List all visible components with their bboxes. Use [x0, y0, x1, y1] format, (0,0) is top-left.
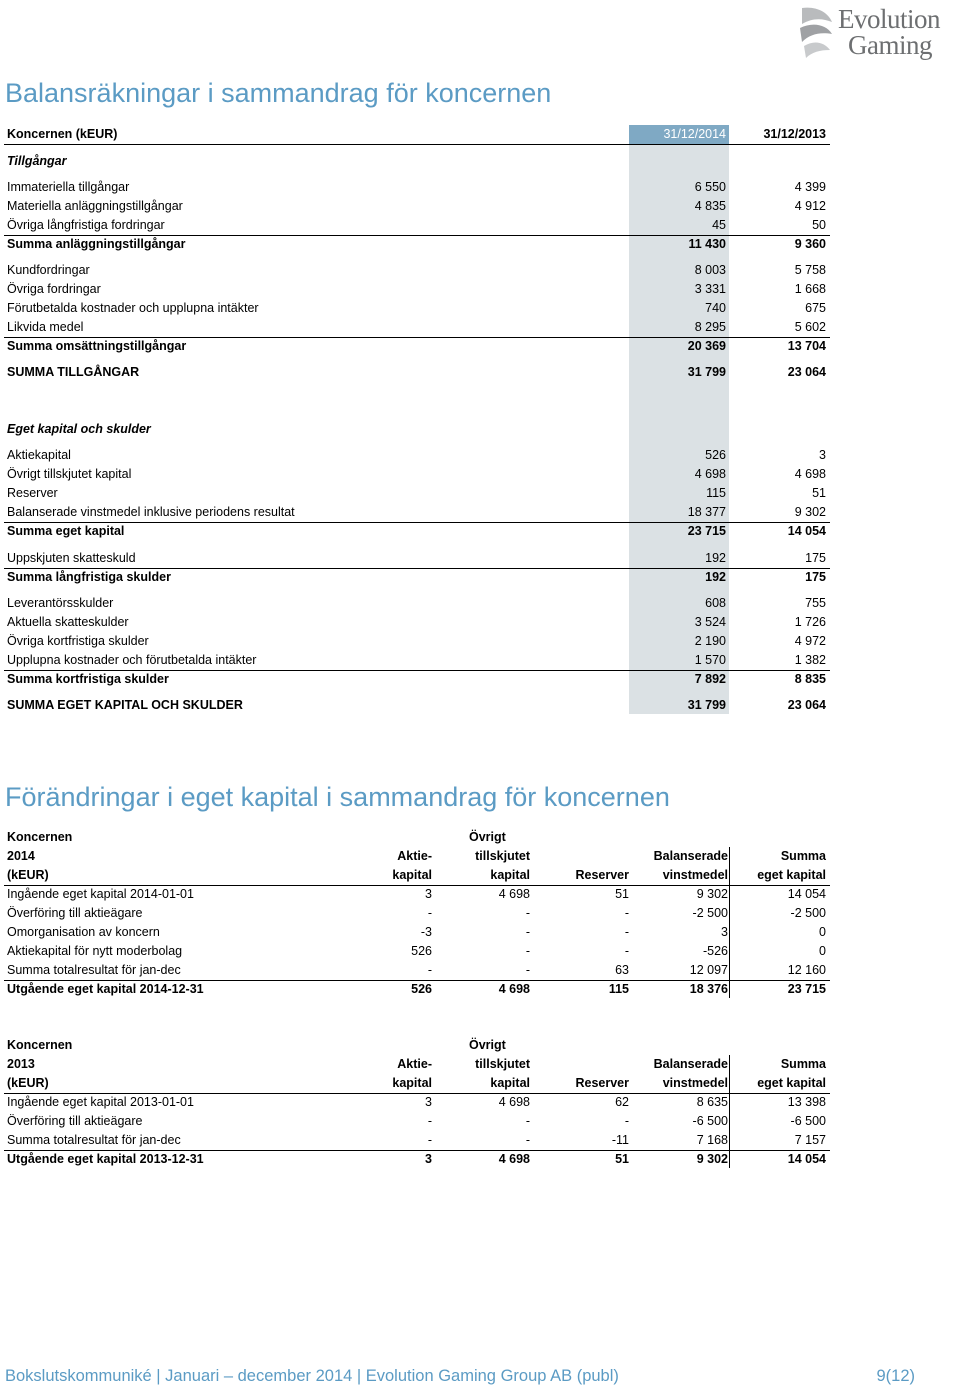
cell-c2: 4 698: [498, 982, 530, 996]
cell-c1: 526: [411, 982, 432, 996]
cell-c3: -11: [611, 1133, 629, 1147]
row-label: Upplupna kostnader och förutbetalda intäkter: [7, 653, 257, 667]
table-row: [4, 904, 830, 923]
value-2014: 4 835: [694, 199, 726, 213]
cell-c0: Överföring till aktieägare: [7, 1114, 143, 1128]
value-2013: 175: [805, 570, 826, 584]
cell-c2: -: [525, 1133, 530, 1147]
cell-c2: -: [525, 963, 530, 977]
header-row: [4, 847, 830, 866]
row-label: Övriga fordringar: [7, 282, 101, 296]
cell-c5: 0: [819, 944, 826, 958]
total-row: [4, 980, 830, 1000]
cell-c2: 4 698: [498, 1095, 530, 1109]
cell-c1: -: [427, 963, 432, 977]
cell-c1: kapital: [392, 868, 432, 882]
value-2013: 3: [819, 448, 826, 462]
balance-row: [4, 696, 830, 714]
value-2014: 20 369: [687, 339, 726, 353]
table-row: [4, 961, 830, 980]
row-label: Aktiekapital: [7, 448, 71, 462]
value-2014: 8 295: [694, 320, 726, 334]
header-col-2014: 31/12/2014: [663, 127, 726, 141]
cell-c2: kapital: [490, 1076, 530, 1090]
value-2013: 4 972: [794, 634, 826, 648]
row-label: Kundfordringar: [7, 263, 90, 277]
value-2014: 2 190: [694, 634, 726, 648]
value-2014: 18 377: [687, 505, 726, 519]
balance-row: [4, 484, 830, 502]
column-separator: [729, 847, 730, 998]
value-2013: 675: [805, 301, 826, 315]
cell-c3: 51: [615, 1152, 629, 1166]
cell-c0: 2014: [7, 849, 35, 863]
value-2014: 3 524: [694, 615, 726, 629]
balance-row: [4, 670, 830, 689]
table-row: [4, 923, 830, 942]
cell-c4: -2 500: [692, 906, 728, 920]
cell-c2: tillskjutet: [475, 1057, 530, 1071]
balance-row: [4, 280, 830, 298]
cell-c2: Övrigt: [469, 1038, 506, 1052]
table-row: [4, 1093, 830, 1112]
cell-c1: Aktie-: [397, 1057, 432, 1071]
value-2014: 45: [712, 218, 726, 232]
cell-c1: 3: [425, 1095, 432, 1109]
cell-c3: -: [624, 1114, 629, 1128]
row-label: Leverantörsskulder: [7, 596, 114, 610]
cell-c4: 3: [721, 925, 728, 939]
cell-c3: -: [624, 925, 629, 939]
cell-c2: kapital: [490, 868, 530, 882]
cell-c3: 115: [608, 982, 629, 996]
cell-c4: -6 500: [692, 1114, 728, 1128]
value-2013: 4 698: [794, 467, 826, 481]
cell-c0: Aktiekapital för nytt moderbolag: [7, 944, 183, 958]
cell-c4: -526: [702, 944, 728, 958]
value-2013: 1 382: [794, 653, 826, 667]
value-2013: 9 302: [794, 505, 826, 519]
cell-c4: Balanserade: [653, 1057, 728, 1071]
balance-row: [4, 613, 830, 631]
row-label: Tillgångar: [7, 154, 67, 168]
cell-c0: (kEUR): [7, 1076, 49, 1090]
value-2013: 9 360: [794, 237, 826, 251]
balance-row: [4, 363, 830, 381]
cell-c5: 7 157: [794, 1133, 826, 1147]
cell-c5: 14 054: [787, 887, 826, 901]
cell-c4: 8 635: [696, 1095, 728, 1109]
cell-c5: Summa: [780, 1057, 826, 1071]
value-2013: 14 054: [787, 524, 826, 538]
page-number: 9(12): [876, 1367, 915, 1385]
cell-c1: -: [427, 906, 432, 920]
row-label: Aktuella skatteskulder: [7, 615, 129, 629]
value-2013: 51: [812, 486, 826, 500]
value-2013: 1 668: [794, 282, 826, 296]
value-2014: 1 570: [694, 653, 726, 667]
cell-c4: vinstmedel: [662, 1076, 728, 1090]
value-2014: 115: [706, 486, 726, 500]
header-row: [4, 866, 830, 886]
cell-c0: Omorganisation av koncern: [7, 925, 160, 939]
balance-row: [4, 465, 830, 483]
header-row: [4, 828, 830, 847]
row-label: Summa omsättningstillgångar: [7, 339, 187, 353]
cell-c2: -: [525, 1114, 530, 1128]
cell-c4: vinstmedel: [662, 868, 728, 882]
row-label: Eget kapital och skulder: [7, 422, 151, 436]
cell-c3: 51: [615, 887, 629, 901]
cell-c5: 13 398: [787, 1095, 826, 1109]
cell-c3: -: [624, 944, 629, 958]
cell-c2: -: [525, 944, 530, 958]
balance-row: [4, 235, 830, 254]
cell-c5: 14 054: [787, 1152, 826, 1166]
cell-c1: -: [427, 1133, 432, 1147]
row-label: Summa långfristiga skulder: [7, 570, 171, 584]
value-2014: 31 799: [687, 698, 726, 712]
balance-row: [4, 503, 830, 521]
cell-c1: 3: [425, 887, 432, 901]
balance-row: [4, 318, 830, 336]
cell-c4: 9 302: [696, 887, 728, 901]
value-2014: 192: [705, 551, 726, 565]
balance-row: [4, 594, 830, 612]
balance-row: [4, 216, 830, 234]
value-2014: 23 715: [687, 524, 726, 538]
header-row: [4, 1074, 830, 1094]
table-row: [4, 1112, 830, 1131]
balance-sheet-title: Balansräkningar i sammandrag för koncernen: [5, 78, 552, 108]
value-2013: 50: [812, 218, 826, 232]
balance-row: [4, 568, 830, 587]
logo-mark-icon: [798, 6, 836, 58]
value-2013: 4 912: [794, 199, 826, 213]
cell-c0: Ingående eget kapital 2013-01-01: [7, 1095, 194, 1109]
row-label: Likvida medel: [7, 320, 84, 334]
row-label: Summa eget kapital: [7, 524, 125, 538]
cell-c3: -: [624, 906, 629, 920]
value-2013: 755: [805, 596, 826, 610]
table-row: [4, 885, 830, 904]
value-2013: 4 399: [794, 180, 826, 194]
balance-row: [4, 178, 830, 196]
value-2014: 3 331: [694, 282, 726, 296]
cell-c2: -: [525, 906, 530, 920]
cell-c4: 18 376: [689, 982, 728, 996]
cell-c1: -: [427, 1114, 432, 1128]
cell-c4: Balanserade: [653, 849, 728, 863]
cell-c0: Ingående eget kapital 2014-01-01: [7, 887, 194, 901]
value-2013: 1 726: [794, 615, 826, 629]
row-label: Balanserade vinstmedel inklusive periodens resultat: [7, 505, 295, 519]
value-2013: 13 704: [787, 339, 826, 353]
cell-c5: -2 500: [790, 906, 826, 920]
row-label: Uppskjuten skatteskuld: [7, 551, 136, 565]
cell-c2: Övrigt: [469, 830, 506, 844]
company-logo: [798, 4, 960, 60]
cell-c2: -: [525, 925, 530, 939]
cell-c1: Aktie-: [397, 849, 432, 863]
cell-c2: 4 698: [498, 887, 530, 901]
logo-text-line1: Evolution: [838, 4, 940, 34]
cell-c0: Summa totalresultat för jan-dec: [7, 1133, 181, 1147]
balance-row: [4, 446, 830, 464]
value-2013: 8 835: [794, 672, 826, 686]
balance-row: [4, 420, 830, 438]
cell-c1: 526: [411, 944, 432, 958]
value-2013: 5 602: [794, 320, 826, 334]
column-separator: [729, 1055, 730, 1168]
value-2014: 7 892: [694, 672, 726, 686]
row-label: Summa kortfristiga skulder: [7, 672, 169, 686]
cell-c3: Reserver: [575, 868, 629, 882]
cell-c3: 62: [615, 1095, 629, 1109]
cell-c4: 9 302: [696, 1152, 728, 1166]
value-2014: 192: [705, 570, 726, 584]
value-2013: 23 064: [787, 698, 826, 712]
balance-row: [4, 197, 830, 215]
table-row: [4, 1131, 830, 1150]
logo-text-line2: Gaming: [848, 30, 932, 60]
value-2013: 23 064: [787, 365, 826, 379]
value-2014: 608: [705, 596, 726, 610]
row-label: SUMMA TILLGÅNGAR: [7, 365, 140, 379]
cell-c0: (kEUR): [7, 868, 49, 882]
balance-row: [4, 152, 830, 170]
cell-c2: tillskjutet: [475, 849, 530, 863]
balance-row: [4, 261, 830, 279]
equity-changes-title: Förändringar i eget kapital i sammandrag för koncernen: [5, 782, 670, 812]
cell-c0: Överföring till aktieägare: [7, 906, 143, 920]
value-2014: 31 799: [687, 365, 726, 379]
row-label: Övriga långfristiga fordringar: [7, 218, 165, 232]
value-2014: 11 430: [688, 237, 726, 251]
header-row: [4, 1036, 830, 1055]
value-2014: 8 003: [694, 263, 726, 277]
value-2013: 175: [805, 551, 826, 565]
balance-row: [4, 549, 830, 567]
header-label: Koncernen (kEUR): [7, 127, 118, 141]
balance-row: [4, 299, 830, 317]
value-2014: 526: [705, 448, 726, 462]
header-col-2013: 31/12/2013: [763, 127, 826, 141]
row-label: Förutbetalda kostnader och upplupna intäkter: [7, 301, 259, 315]
header-row: [4, 1055, 830, 1074]
value-2013: 5 758: [794, 263, 826, 277]
cell-c0: Utgående eget kapital 2013-12-31: [7, 1152, 204, 1166]
cell-c4: 12 097: [689, 963, 728, 977]
cell-c5: eget kapital: [757, 868, 826, 882]
cell-c3: Reserver: [575, 1076, 629, 1090]
cell-c5: Summa: [780, 849, 826, 863]
balance-sheet-header: [4, 125, 830, 145]
balance-row: [4, 522, 830, 541]
cell-c3: 63: [615, 963, 629, 977]
value-2014: 4 698: [694, 467, 726, 481]
cell-c0: 2013: [7, 1057, 35, 1071]
balance-row: [4, 337, 830, 356]
cell-c0: Summa totalresultat för jan-dec: [7, 963, 181, 977]
row-label: Övriga kortfristiga skulder: [7, 634, 149, 648]
cell-c5: 0: [819, 925, 826, 939]
row-label: Summa anläggningstillgångar: [7, 237, 186, 251]
cell-c0: Utgående eget kapital 2014-12-31: [7, 982, 204, 996]
total-row: [4, 1150, 830, 1170]
value-2014: 740: [705, 301, 726, 315]
cell-c5: 12 160: [787, 963, 826, 977]
value-2014: 6 550: [694, 180, 726, 194]
cell-c5: eget kapital: [757, 1076, 826, 1090]
cell-c4: 7 168: [696, 1133, 728, 1147]
cell-c0: Koncernen: [7, 830, 73, 844]
row-label: Immateriella tillgångar: [7, 180, 130, 194]
footer-text: Bokslutskommuniké | Januari – december 2014 | Evolution Gaming Group AB (publ): [5, 1367, 619, 1385]
table-row: [4, 942, 830, 961]
balance-row: [4, 632, 830, 650]
cell-c0: Koncernen: [7, 1038, 73, 1052]
balance-row: [4, 651, 830, 669]
row-label: Reserver: [7, 486, 58, 500]
cell-c2: 4 698: [498, 1152, 530, 1166]
cell-c5: -6 500: [790, 1114, 826, 1128]
row-label: SUMMA EGET KAPITAL OCH SKULDER: [7, 698, 243, 712]
row-label: Materiella anläggningstillgångar: [7, 199, 183, 213]
cell-c1: 3: [425, 1152, 432, 1166]
cell-c1: -3: [420, 925, 432, 939]
cell-c5: 23 715: [787, 982, 826, 996]
cell-c1: kapital: [392, 1076, 432, 1090]
row-label: Övrigt tillskjutet kapital: [7, 467, 132, 481]
